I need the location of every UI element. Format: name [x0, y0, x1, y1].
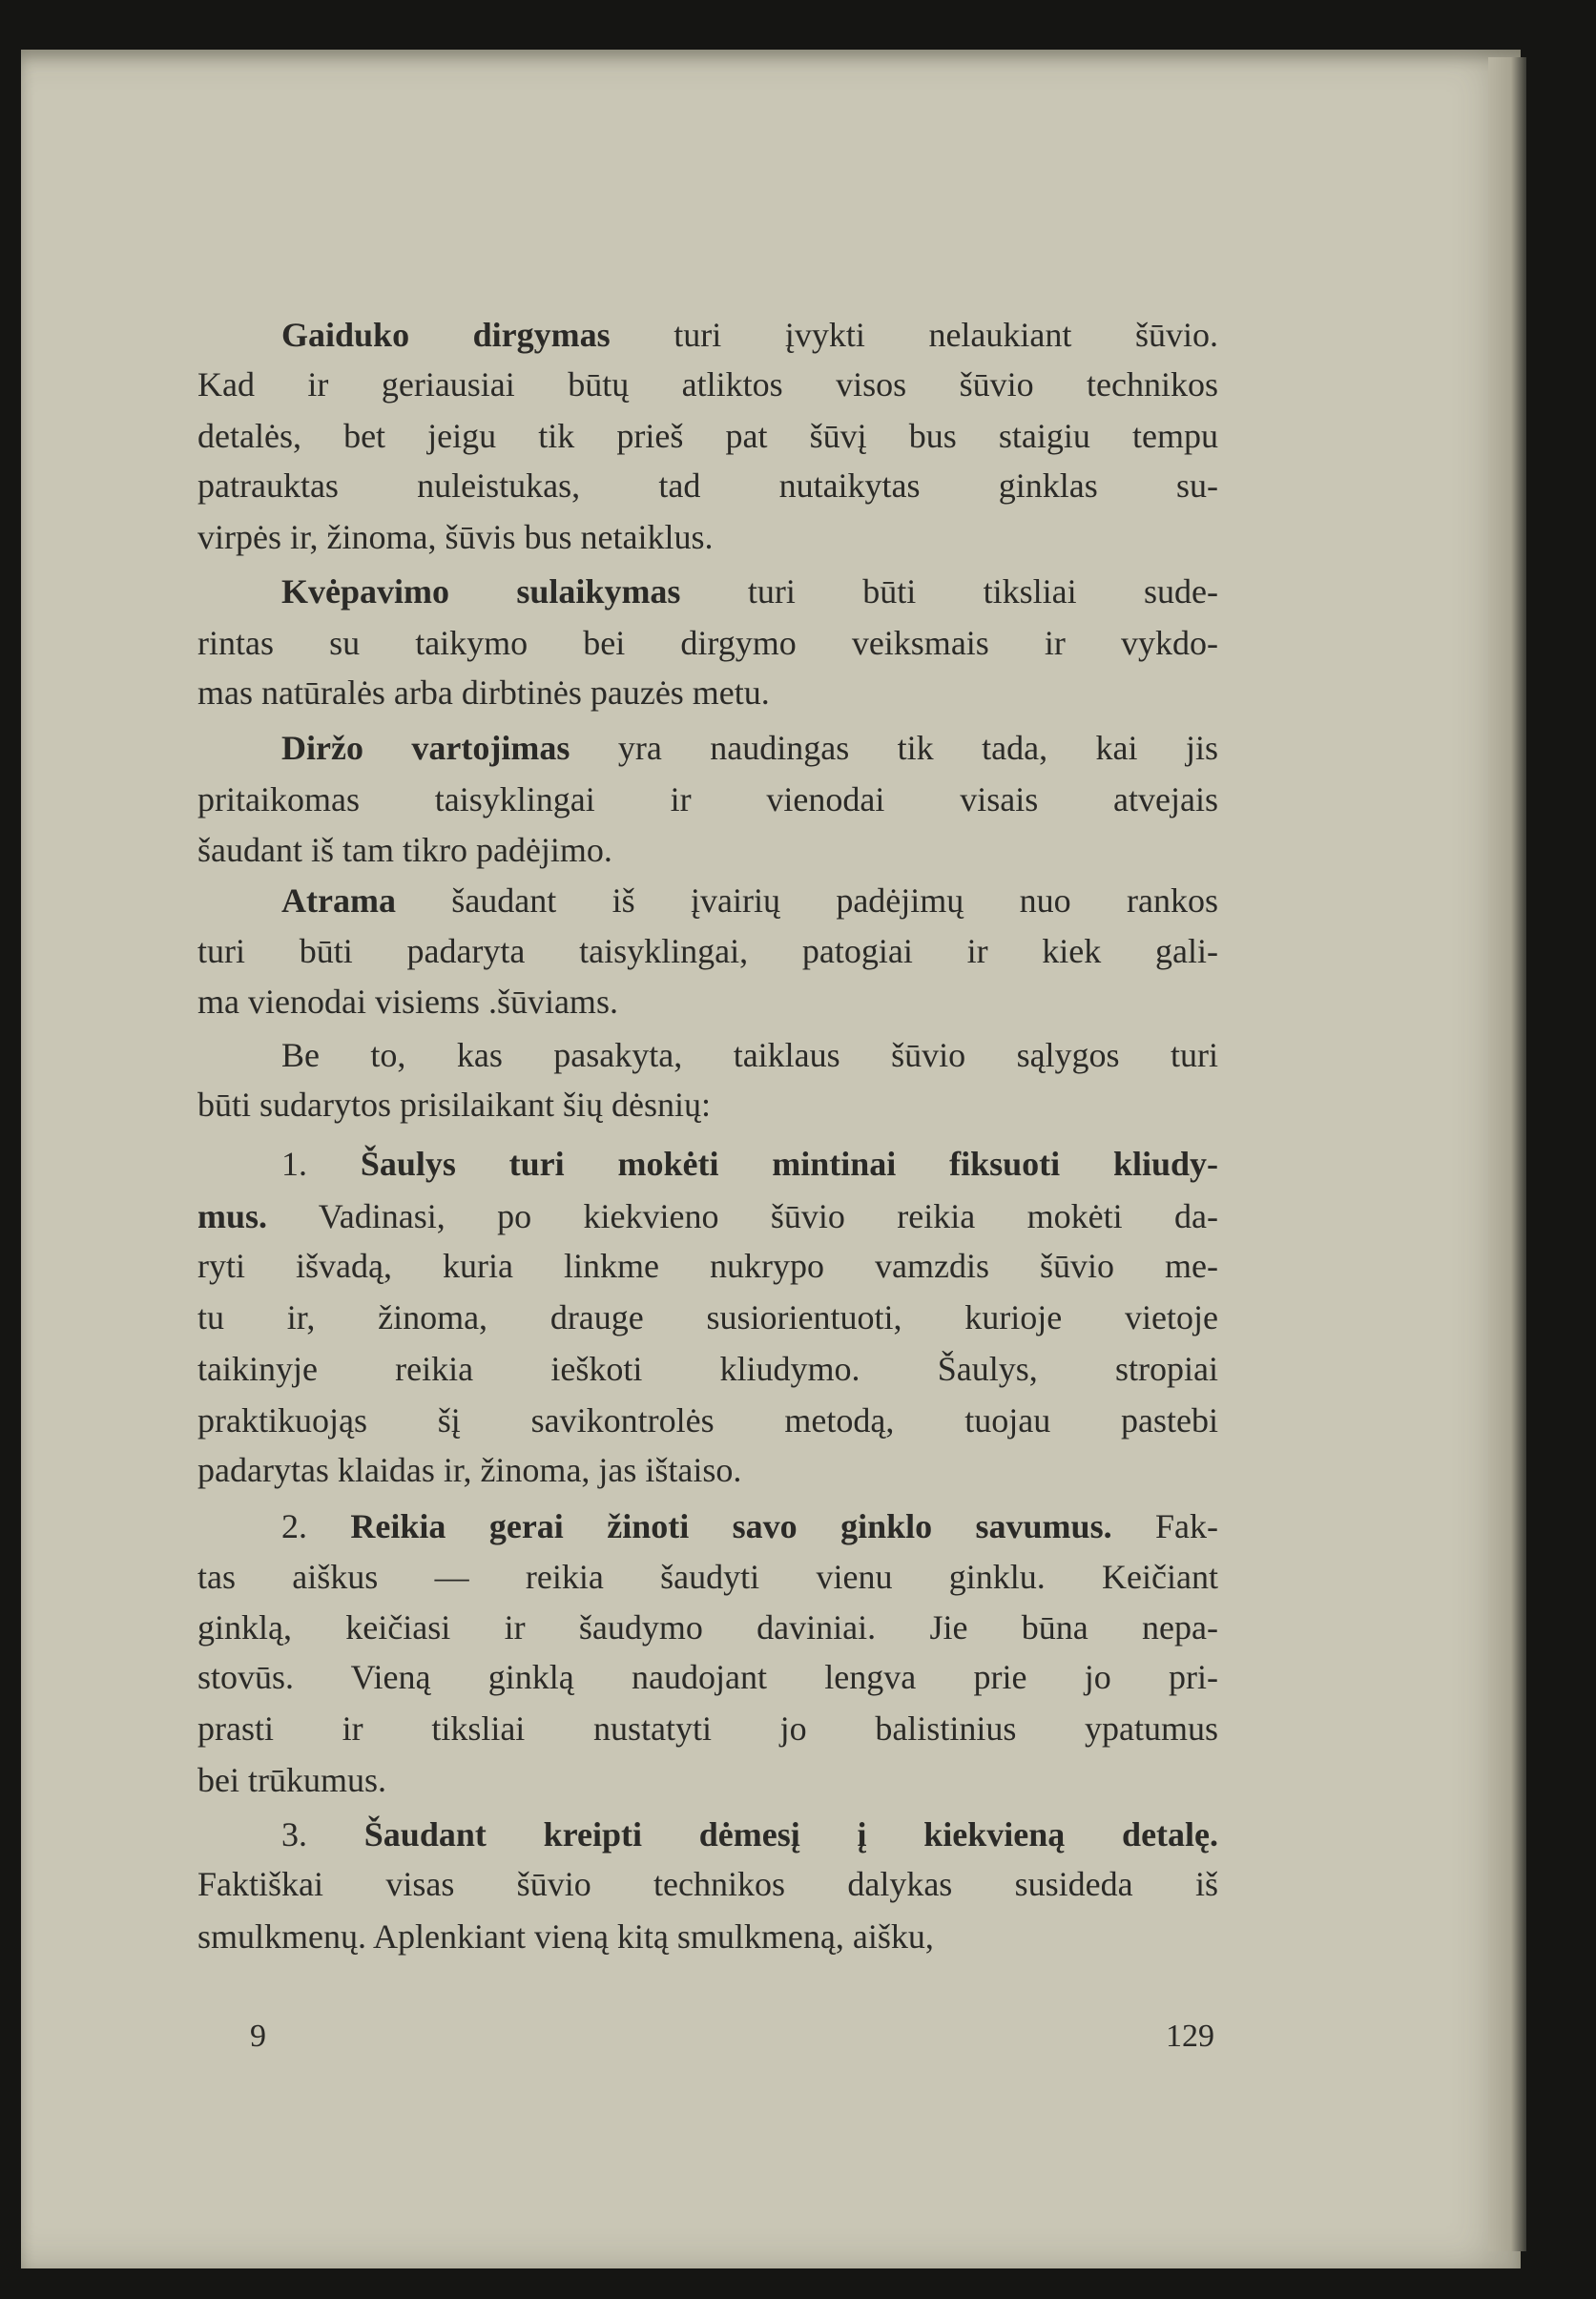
- text-line: [197, 1084, 1218, 1126]
- text-run: šaudant iš įvairių padėjimų nuo rankos: [395, 881, 1218, 920]
- text-line: [197, 1708, 1218, 1750]
- text-line: [197, 1863, 1218, 1905]
- text-line: [197, 622, 1218, 664]
- text-run: Fak-: [1111, 1507, 1219, 1545]
- text-line: [281, 727, 1218, 769]
- text-run: patrauktas nuleistukas, tad nutaikytas ginklas su-: [197, 466, 1218, 505]
- text-line: [281, 1143, 1218, 1185]
- text-run: yra naudingas tik tada, kai jis: [570, 729, 1218, 767]
- text-run: Be to, kas pasakyta, taiklaus šūvio sąlygos turi: [281, 1036, 1218, 1074]
- text-run: smulkmenų. Aplenkiant vieną kitą smulkmeną, aišku,: [197, 1917, 934, 1956]
- text-run: ryti išvadą, kuria linkme nukrypo vamzdis šūvio me-: [197, 1247, 1218, 1285]
- text-line: [281, 1034, 1218, 1076]
- text-line: [197, 1348, 1218, 1390]
- text-run: padarytas klaidas ir, žinoma, jas ištaiso.: [197, 1451, 742, 1489]
- text-run: pritaikomas taisyklingai ir vienodai visais atvejais: [197, 780, 1218, 818]
- text-line: [281, 314, 1218, 356]
- text-run: tas aiškus — reikia šaudyti vienu ginklu. Keičiant: [197, 1558, 1218, 1596]
- bold-term: Diržo vartojimas: [281, 729, 570, 767]
- text-run: taikinyje reikia ieškoti kliudymo. Šaulys, stropiai: [197, 1350, 1218, 1388]
- text-line: [197, 1195, 1218, 1237]
- text-line: [197, 1399, 1218, 1441]
- text-run: Kad ir geriausiai būtų atliktos visos šūvio technikos: [197, 365, 1218, 404]
- page-edge: [1488, 57, 1526, 2251]
- text-line: [197, 465, 1218, 507]
- text-run: 2.: [281, 1507, 351, 1545]
- bold-term: Atrama: [281, 881, 396, 920]
- text-run: būti sudarytos prisilaikant šių dėsnių:: [197, 1086, 711, 1124]
- bold-term: Gaiduko dirgymas: [281, 316, 611, 354]
- text-run: ginklą, keičiasi ir šaudymo daviniai. Jie būna nepa-: [197, 1608, 1218, 1647]
- page-number: 129: [1166, 2019, 1214, 2054]
- text-line: [197, 415, 1218, 457]
- text-line: [197, 1656, 1218, 1698]
- text-line: [281, 880, 1218, 922]
- text-line: [197, 1606, 1218, 1648]
- text-run: tu ir, žinoma, drauge susiorientuoti, kurioje vietoje: [197, 1298, 1218, 1336]
- bold-term: Šaulys turi mokėti mintinai fiksuoti kliudy-: [360, 1145, 1219, 1183]
- text-line: [197, 1449, 1218, 1491]
- text-line: [197, 672, 1218, 714]
- text-run: bei trūkumus.: [197, 1761, 386, 1799]
- text-line: [197, 1296, 1218, 1338]
- text-line: [197, 1245, 1218, 1287]
- text-run: turi įvykti nelaukiant šūvio.: [610, 316, 1218, 354]
- text-run: 3.: [281, 1815, 364, 1854]
- text-line: [197, 1556, 1218, 1598]
- text-run: ma vienodai visiems .šūviams.: [197, 983, 618, 1021]
- text-run: Vadinasi, po kiekvieno šūvio reikia mokėti da-: [267, 1197, 1218, 1235]
- bold-term: Reikia gerai žinoti savo ginklo savumus.: [350, 1507, 1112, 1545]
- text-run: stovūs. Vieną ginklą naudojant lengva prie jo pri-: [197, 1658, 1218, 1696]
- bold-term: mus.: [197, 1197, 268, 1235]
- text-run: virpės ir, žinoma, šūvis bus netaiklus.: [197, 518, 714, 556]
- text-line: [197, 778, 1218, 820]
- text-line: [197, 516, 1218, 558]
- text-line: [197, 1916, 1218, 1957]
- text-run: mas natūralės arba dirbtinės pauzės metu.: [197, 673, 770, 712]
- text-run: 1.: [281, 1145, 361, 1183]
- bold-term: Kvėpavimo sulaikymas: [281, 572, 681, 611]
- text-line: [197, 930, 1218, 972]
- text-run: Faktiškai visas šūvio technikos dalykas susideda iš: [197, 1865, 1218, 1903]
- text-line: [281, 1813, 1218, 1855]
- text-run: rintas su taikymo bei dirgymo veiksmais ir vykdo-: [197, 624, 1218, 662]
- text-run: turi būti padaryta taisyklingai, patogiai ir kiek gali-: [197, 932, 1218, 970]
- signature-mark: 9: [250, 2019, 266, 2054]
- bold-term: Šaudant kreipti dėmesį į kiekvieną detalę.: [363, 1815, 1219, 1854]
- text-run: turi būti tiksliai sude-: [680, 572, 1218, 611]
- text-run: prasti ir tiksliai nustatyti jo balistinius ypatumus: [197, 1709, 1218, 1748]
- text-run: šaudant iš tam tikro padėjimo.: [197, 831, 612, 869]
- text-line: [197, 1759, 1218, 1801]
- text-line: [197, 981, 1218, 1023]
- text-line: [197, 829, 1218, 871]
- text-line: [281, 570, 1218, 612]
- text-line: [281, 1505, 1218, 1547]
- text-line: [197, 363, 1218, 405]
- text-run: praktikuojąs šį savikontrolės metodą, tuojau pastebi: [197, 1401, 1218, 1439]
- text-run: detalės, bet jeigu tik prieš pat šūvį bus staigiu tempu: [197, 417, 1218, 455]
